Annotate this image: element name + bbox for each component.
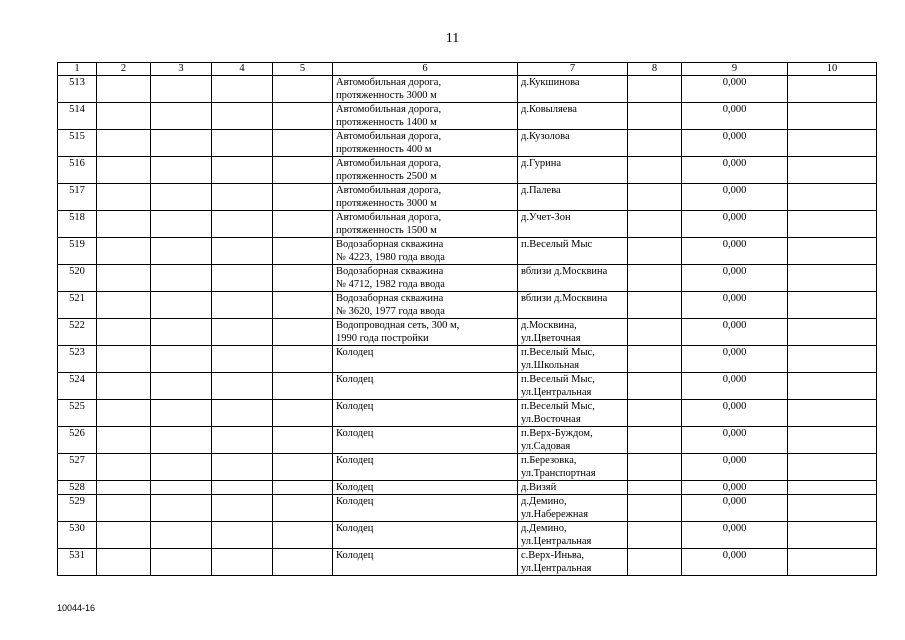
object-name-line: протяженность 1500 м <box>336 225 437 236</box>
empty-cell <box>628 238 682 265</box>
object-location <box>518 292 628 319</box>
empty-cell <box>97 157 151 184</box>
empty-cell <box>788 481 877 495</box>
empty-cell <box>628 211 682 238</box>
row-number: 531 <box>58 549 97 576</box>
empty-cell <box>151 211 212 238</box>
object-name-line: № 3620, 1977 года ввода <box>336 306 445 317</box>
row-number: 522 <box>58 319 97 346</box>
empty-cell <box>97 103 151 130</box>
empty-cell <box>273 238 333 265</box>
empty-cell <box>628 454 682 481</box>
object-location <box>518 76 628 103</box>
object-name <box>333 130 518 157</box>
empty-cell <box>212 454 273 481</box>
object-value: 0,000 <box>682 549 788 576</box>
object-location <box>518 481 628 495</box>
row-number: 516 <box>58 157 97 184</box>
empty-cell <box>212 265 273 292</box>
object-location <box>518 319 628 346</box>
empty-cell <box>151 157 212 184</box>
row-number: 530 <box>58 522 97 549</box>
empty-cell <box>212 157 273 184</box>
object-value: 0,000 <box>682 184 788 211</box>
object-location <box>518 238 628 265</box>
empty-cell <box>273 346 333 373</box>
empty-cell <box>151 346 212 373</box>
empty-cell <box>151 130 212 157</box>
row-number: 515 <box>58 130 97 157</box>
empty-cell <box>97 265 151 292</box>
column-header-6: 6 <box>333 63 518 76</box>
object-name-line: Автомобильная дорога, <box>336 185 442 196</box>
object-name-line: Водозаборная скважина <box>336 239 444 250</box>
empty-cell <box>151 427 212 454</box>
row-number: 513 <box>58 76 97 103</box>
empty-cell <box>788 211 877 238</box>
object-location <box>518 495 628 522</box>
empty-cell <box>212 495 273 522</box>
empty-cell <box>628 292 682 319</box>
object-location-line: ул.Центральная <box>521 563 592 574</box>
object-location <box>518 454 628 481</box>
empty-cell <box>628 184 682 211</box>
page-number: 11 <box>445 31 460 46</box>
row-number: 519 <box>58 238 97 265</box>
empty-cell <box>788 103 877 130</box>
object-location-line: ул.Цветочная <box>521 333 581 344</box>
empty-cell <box>151 319 212 346</box>
object-location-line: ул.Центральная <box>521 536 592 547</box>
object-name-line: Автомобильная дорога, <box>336 131 442 142</box>
object-name-line: протяженность 400 м <box>336 144 432 155</box>
object-name-line: Автомобильная дорога, <box>336 158 442 169</box>
object-name <box>333 319 518 346</box>
empty-cell <box>212 211 273 238</box>
column-header-5: 5 <box>273 63 333 76</box>
empty-cell <box>273 400 333 427</box>
empty-cell <box>151 481 212 495</box>
empty-cell <box>273 211 333 238</box>
empty-cell <box>151 400 212 427</box>
object-location <box>518 427 628 454</box>
object-name <box>333 454 518 481</box>
object-name <box>333 373 518 400</box>
row-number: 529 <box>58 495 97 522</box>
table-row <box>58 130 877 157</box>
object-name-line: Колодец <box>336 482 374 493</box>
object-name <box>333 346 518 373</box>
empty-cell <box>273 522 333 549</box>
column-header-8: 8 <box>628 63 682 76</box>
object-location-line: д.Москвина, <box>521 320 577 331</box>
empty-cell <box>212 549 273 576</box>
empty-cell <box>273 319 333 346</box>
row-number: 526 <box>58 427 97 454</box>
object-location-line: ул.Набережная <box>521 509 589 520</box>
object-location <box>518 400 628 427</box>
empty-cell <box>788 400 877 427</box>
object-location-line: п.Березовка, <box>521 455 577 466</box>
empty-cell <box>273 76 333 103</box>
object-value: 0,000 <box>682 157 788 184</box>
object-name <box>333 238 518 265</box>
empty-cell <box>97 130 151 157</box>
empty-cell <box>151 495 212 522</box>
object-name <box>333 184 518 211</box>
empty-cell <box>628 265 682 292</box>
empty-cell <box>97 549 151 576</box>
object-name <box>333 292 518 319</box>
object-location <box>518 184 628 211</box>
empty-cell <box>151 454 212 481</box>
empty-cell <box>273 481 333 495</box>
table-row <box>58 549 877 576</box>
object-location-line: вблизи д.Москвина <box>521 293 608 304</box>
empty-cell <box>273 495 333 522</box>
empty-cell <box>212 373 273 400</box>
object-value: 0,000 <box>682 103 788 130</box>
empty-cell <box>273 103 333 130</box>
object-location <box>518 211 628 238</box>
object-name <box>333 76 518 103</box>
empty-cell <box>628 373 682 400</box>
object-name-line: Водозаборная скважина <box>336 293 444 304</box>
table-row <box>58 319 877 346</box>
column-header-10: 10 <box>788 63 877 76</box>
row-number: 518 <box>58 211 97 238</box>
empty-cell <box>273 157 333 184</box>
table-row <box>58 292 877 319</box>
empty-cell <box>212 130 273 157</box>
empty-cell <box>151 76 212 103</box>
column-header-2: 2 <box>97 63 151 76</box>
object-location-line: д.Кузолова <box>521 131 570 142</box>
object-location-line: п.Веселый Мыс, <box>521 347 595 358</box>
empty-cell <box>788 238 877 265</box>
object-name <box>333 211 518 238</box>
object-location <box>518 373 628 400</box>
empty-cell <box>788 292 877 319</box>
empty-cell <box>788 373 877 400</box>
empty-cell <box>788 184 877 211</box>
empty-cell <box>628 400 682 427</box>
row-number: 521 <box>58 292 97 319</box>
empty-cell <box>273 549 333 576</box>
object-name-line: протяженность 3000 м <box>336 198 437 209</box>
empty-cell <box>273 130 333 157</box>
empty-cell <box>628 481 682 495</box>
table-row <box>58 522 877 549</box>
object-value: 0,000 <box>682 427 788 454</box>
object-value: 0,000 <box>682 481 788 495</box>
object-location <box>518 265 628 292</box>
empty-cell <box>788 76 877 103</box>
empty-cell <box>212 481 273 495</box>
empty-cell <box>212 292 273 319</box>
empty-cell <box>151 549 212 576</box>
column-header-3: 3 <box>151 63 212 76</box>
empty-cell <box>97 522 151 549</box>
object-location-line: п.Веселый Мыс, <box>521 374 595 385</box>
empty-cell <box>788 346 877 373</box>
object-value: 0,000 <box>682 211 788 238</box>
empty-cell <box>151 373 212 400</box>
empty-cell <box>788 495 877 522</box>
column-header-7: 7 <box>518 63 628 76</box>
table-row <box>58 238 877 265</box>
table-row <box>58 76 877 103</box>
empty-cell <box>273 427 333 454</box>
object-location <box>518 103 628 130</box>
row-number: 524 <box>58 373 97 400</box>
empty-cell <box>788 522 877 549</box>
column-header-9: 9 <box>682 63 788 76</box>
table-row <box>58 400 877 427</box>
empty-cell <box>97 211 151 238</box>
object-name-line: Колодец <box>336 455 374 466</box>
empty-cell <box>97 76 151 103</box>
empty-cell <box>151 238 212 265</box>
empty-cell <box>628 427 682 454</box>
empty-cell <box>212 76 273 103</box>
object-value: 0,000 <box>682 238 788 265</box>
empty-cell <box>151 292 212 319</box>
object-location-line: ул.Школьная <box>521 360 580 371</box>
object-name-line: № 4223, 1980 года ввода <box>336 252 445 263</box>
empty-cell <box>97 400 151 427</box>
object-name <box>333 481 518 495</box>
object-name <box>333 522 518 549</box>
object-location-line: ул.Садовая <box>521 441 571 452</box>
object-name-line: Колодец <box>336 550 374 561</box>
empty-cell <box>97 238 151 265</box>
empty-cell <box>97 184 151 211</box>
table-row <box>58 373 877 400</box>
object-value: 0,000 <box>682 346 788 373</box>
object-value: 0,000 <box>682 373 788 400</box>
empty-cell <box>151 522 212 549</box>
empty-cell <box>628 522 682 549</box>
object-value: 0,000 <box>682 292 788 319</box>
empty-cell <box>273 373 333 400</box>
table-row <box>58 427 877 454</box>
object-location-line: д.Визяй <box>521 482 557 493</box>
object-name-line: 1990 года постройки <box>336 333 429 344</box>
empty-cell <box>97 319 151 346</box>
table-row <box>58 346 877 373</box>
object-value: 0,000 <box>682 522 788 549</box>
object-location-line: п.Верх-Буждом, <box>521 428 593 439</box>
object-location <box>518 522 628 549</box>
empty-cell <box>628 130 682 157</box>
row-number: 523 <box>58 346 97 373</box>
object-name-line: протяженность 1400 м <box>336 117 437 128</box>
column-header-4: 4 <box>212 63 273 76</box>
table-row <box>58 495 877 522</box>
empty-cell <box>628 103 682 130</box>
empty-cell <box>273 184 333 211</box>
object-location-line: п.Веселый Мыс <box>521 239 593 250</box>
object-value: 0,000 <box>682 454 788 481</box>
object-location-line: д.Гурина <box>521 158 562 169</box>
empty-cell <box>628 76 682 103</box>
object-location-line: п.Веселый Мыс, <box>521 401 595 412</box>
empty-cell <box>788 319 877 346</box>
empty-cell <box>788 454 877 481</box>
empty-cell <box>628 157 682 184</box>
empty-cell <box>273 454 333 481</box>
empty-cell <box>628 495 682 522</box>
object-value: 0,000 <box>682 319 788 346</box>
object-name <box>333 549 518 576</box>
object-name-line: Автомобильная дорога, <box>336 104 442 115</box>
object-name <box>333 265 518 292</box>
footer-code: 10044-16 <box>57 603 96 613</box>
empty-cell <box>273 265 333 292</box>
object-location-line: д.Кукшинова <box>521 77 580 88</box>
table-row <box>58 157 877 184</box>
table-header-row <box>58 63 877 76</box>
object-name <box>333 495 518 522</box>
empty-cell <box>97 495 151 522</box>
row-number: 517 <box>58 184 97 211</box>
empty-cell <box>97 481 151 495</box>
empty-cell <box>97 454 151 481</box>
asset-table <box>57 62 877 576</box>
empty-cell <box>212 319 273 346</box>
object-value: 0,000 <box>682 130 788 157</box>
object-name <box>333 103 518 130</box>
empty-cell <box>97 427 151 454</box>
empty-cell <box>212 522 273 549</box>
object-location <box>518 130 628 157</box>
object-location-line: д.Демино, <box>521 523 567 534</box>
object-name-line: Автомобильная дорога, <box>336 212 442 223</box>
object-name-line: Колодец <box>336 374 374 385</box>
object-location-line: д.Ковыляева <box>521 104 577 115</box>
object-value: 0,000 <box>682 265 788 292</box>
empty-cell <box>97 292 151 319</box>
object-name-line: Водозаборная скважина <box>336 266 444 277</box>
empty-cell <box>212 400 273 427</box>
table-row <box>58 265 877 292</box>
empty-cell <box>212 238 273 265</box>
row-number: 525 <box>58 400 97 427</box>
object-location-line: д.Учет-Зон <box>521 212 571 223</box>
object-name-line: Водопроводная сеть, 300 м, <box>336 320 460 331</box>
row-number: 527 <box>58 454 97 481</box>
object-location-line: вблизи д.Москвина <box>521 266 608 277</box>
empty-cell <box>97 373 151 400</box>
empty-cell <box>212 427 273 454</box>
object-value: 0,000 <box>682 76 788 103</box>
empty-cell <box>788 157 877 184</box>
table-row <box>58 184 877 211</box>
empty-cell <box>212 184 273 211</box>
object-location-line: д.Палева <box>521 185 561 196</box>
object-name-line: Колодец <box>336 347 374 358</box>
object-location-line: ул.Центральная <box>521 387 592 398</box>
empty-cell <box>212 346 273 373</box>
object-name-line: Автомобильная дорога, <box>336 77 442 88</box>
empty-cell <box>628 549 682 576</box>
table-body <box>58 76 877 576</box>
object-value: 0,000 <box>682 400 788 427</box>
empty-cell <box>788 427 877 454</box>
row-number: 520 <box>58 265 97 292</box>
empty-cell <box>628 319 682 346</box>
table-row <box>58 211 877 238</box>
object-value: 0,000 <box>682 495 788 522</box>
object-name-line: протяженность 2500 м <box>336 171 437 182</box>
object-name-line: протяженность 3000 м <box>336 90 437 101</box>
row-number: 514 <box>58 103 97 130</box>
object-name-line: Колодец <box>336 428 374 439</box>
empty-cell <box>97 346 151 373</box>
object-name <box>333 157 518 184</box>
row-number: 528 <box>58 481 97 495</box>
object-location <box>518 157 628 184</box>
column-header-1: 1 <box>58 63 97 76</box>
object-name-line: Колодец <box>336 401 374 412</box>
empty-cell <box>788 549 877 576</box>
table-row <box>58 481 877 495</box>
object-location <box>518 346 628 373</box>
empty-cell <box>151 184 212 211</box>
object-location-line: д.Демино, <box>521 496 567 507</box>
table-row <box>58 454 877 481</box>
empty-cell <box>212 103 273 130</box>
object-location-line: ул.Транспортная <box>521 468 596 479</box>
object-name <box>333 427 518 454</box>
empty-cell <box>628 346 682 373</box>
object-name-line: № 4712, 1982 года ввода <box>336 279 445 290</box>
object-location-line: ул.Восточная <box>521 414 581 425</box>
object-name <box>333 400 518 427</box>
empty-cell <box>273 292 333 319</box>
object-name-line: Колодец <box>336 523 374 534</box>
object-name-line: Колодец <box>336 496 374 507</box>
object-location-line: с.Верх-Иньва, <box>521 550 585 561</box>
empty-cell <box>151 103 212 130</box>
empty-cell <box>788 130 877 157</box>
empty-cell <box>151 265 212 292</box>
table-row <box>58 103 877 130</box>
empty-cell <box>788 265 877 292</box>
object-location <box>518 549 628 576</box>
